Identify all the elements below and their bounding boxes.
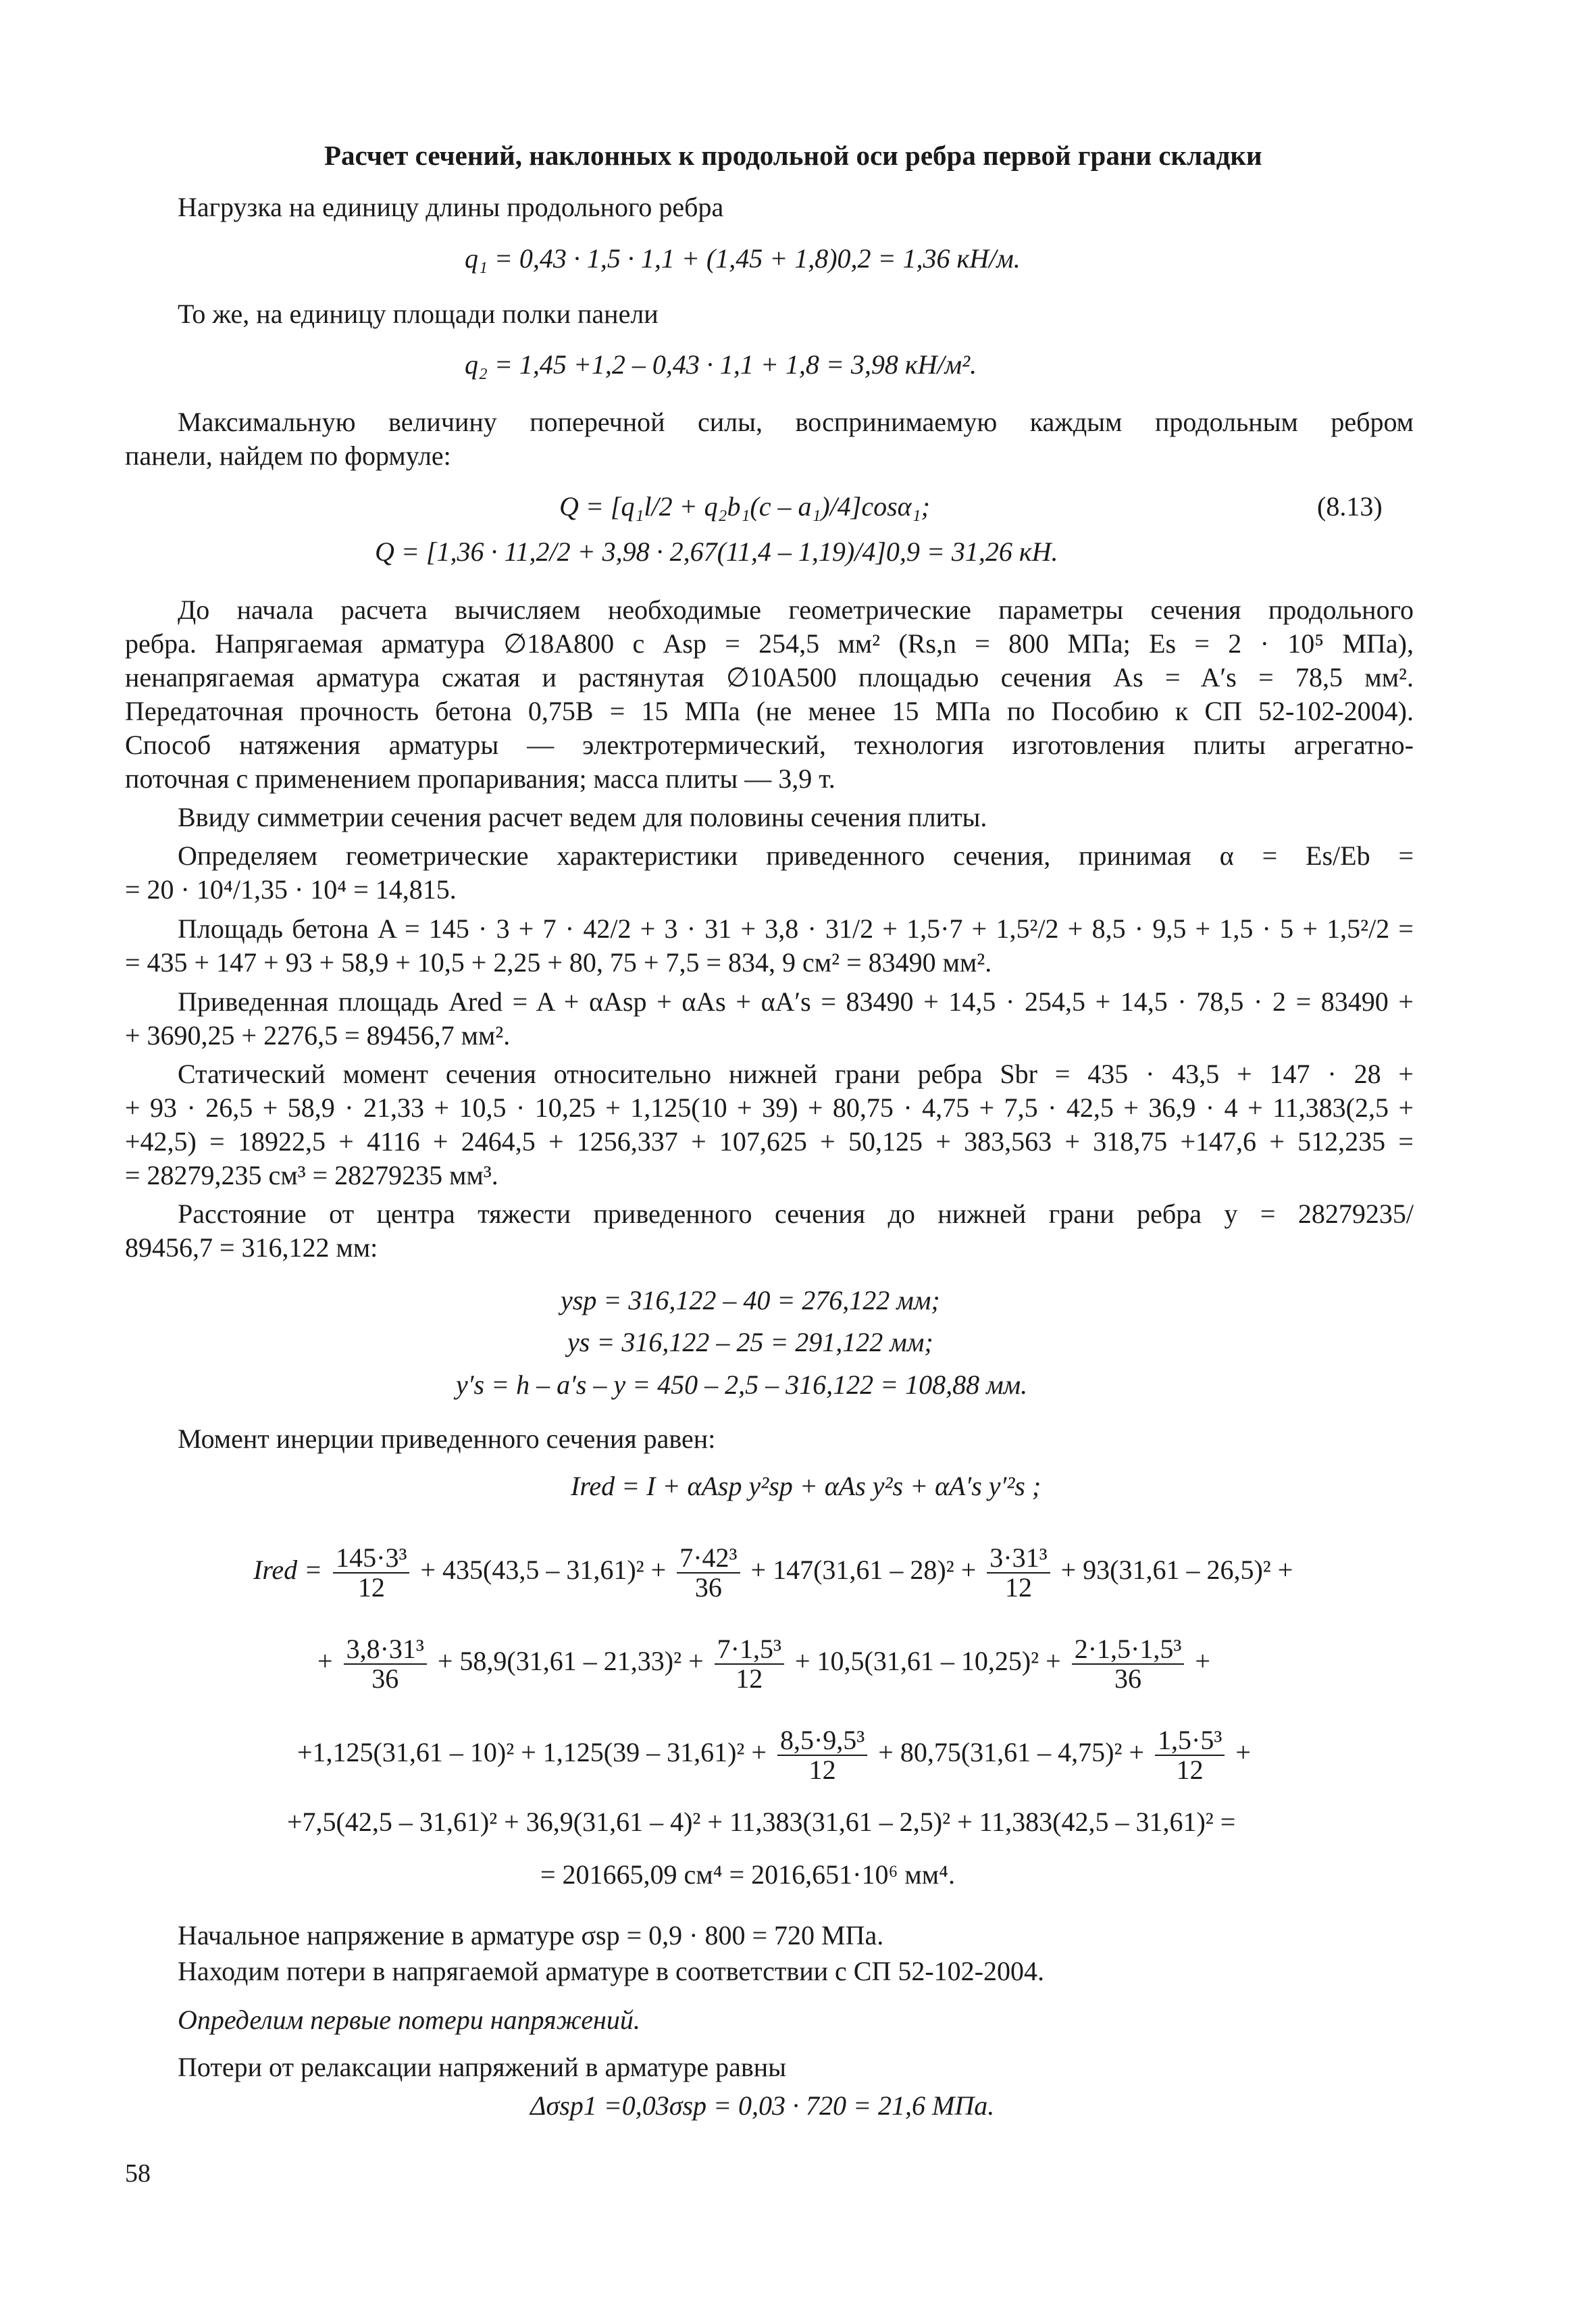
formula-q-general: Q = [q₁l/2 + q₂b₁(c – a₁)/4]cosα₁; (559, 491, 930, 522)
ired-lhs: Ired = (253, 1555, 323, 1586)
formula-q-value: Q = [1,36 · 11,2/2 + 3,98 · 2,67(11,4 – 1,19)/4]0,9 = 31,26 кН. (375, 536, 1058, 567)
formula-q1: q₁ = 0,43 · 1,5 · 1,1 + (1,45 + 1,8)0,2 = 1,36 кН/м. (465, 243, 1021, 274)
fraction-denominator: 36 (694, 1572, 722, 1603)
formula-ys-prime: y′s = h – a′s – y = 450 – 2,5 – 316,122 = 108,88 мм. (456, 1369, 1028, 1400)
term: + (1195, 1646, 1210, 1677)
paragraph-line: панели, найдем по формуле: (125, 441, 451, 471)
paragraph-line: Максимальную величину поперечной силы, воспринимаемую каждым продольным ребром (178, 407, 1414, 437)
fraction-numerator: 7·42³ (677, 1544, 740, 1574)
paragraph-line: ребра. Напрягаемая арматура ∅18А800 с Asp = 254,5 мм² (Rs,n = 800 МПа; Es = 2 · 10⁵ МПа), (125, 628, 1414, 659)
paragraph-line: Статический момент сечения относительно нижней грани ребра Sbr = 435 · 43,5 + 147 · 28 + (178, 1059, 1414, 1089)
fraction (987, 1544, 1050, 1602)
fraction-numerator: 8,5·9,5³ (777, 1726, 867, 1756)
page-number: 58 (125, 2159, 151, 2188)
fraction-denominator: 36 (371, 1663, 399, 1694)
fraction-denominator: 12 (1004, 1572, 1032, 1603)
paragraph-line: ненапрягаемая арматура сжатая и растянутая ∅10А500 площадью сечения As = A′s = 78,5 мм². (125, 662, 1414, 693)
text-line: То же, на единицу площади полки панели (178, 299, 659, 329)
fraction (777, 1726, 867, 1784)
paragraph-line: = 20 · 10⁴/1,35 · 10⁴ = 14,815. (125, 874, 457, 905)
formula-ired-general: Ired = I + αAsp y²sp + αAs y²s + αA′s y′²s ; (571, 1471, 1041, 1501)
paragraph-line: Площадь бетона A = 145 · 3 + 7 · 42/2 + 3 · 31 + 3,8 · 31/2 + 1,5·7 + 1,5²/2 + 8,5 · 9,5 + 1,5 · 5 + 1,5²/2 = (178, 913, 1414, 944)
formula-ired-result: = 201665,09 см⁴ = 2016,651·10⁶ мм⁴. (540, 1859, 955, 1890)
fraction (677, 1544, 740, 1602)
fraction (1072, 1635, 1185, 1693)
formula-ired-row-1 (253, 1544, 1293, 1602)
fraction-numerator: 7·1,5³ (715, 1635, 784, 1665)
paragraph-line: Определяем геометрические характеристики приведенного сечения, принимая α = Es/Eb = (178, 840, 1414, 871)
formula-ired-row-2 (317, 1635, 1210, 1693)
term: + 435(43,5 – 31,61)² + (420, 1555, 667, 1586)
paragraph-line: Ввиду симметрии сечения расчет ведем для половины сечения плиты. (178, 802, 987, 832)
fraction-numerator: 145·3³ (333, 1544, 409, 1574)
term: + 80,75(31,61 – 4,75)² + (878, 1737, 1145, 1768)
fraction-denominator: 12 (357, 1572, 385, 1603)
paragraph-line: = 28279,235 см³ = 28279235 мм³. (125, 1160, 498, 1190)
fraction-numerator: 1,5·5³ (1155, 1726, 1225, 1756)
text-line: Начальное напряжение в арматуре σsp = 0,9 · 800 = 720 МПа. (178, 1920, 884, 1951)
section-title: Расчет сечений, наклонных к продольной оси ребра первой грани складки (324, 140, 1262, 171)
term: +1,125(31,61 – 10)² + 1,125(39 – 31,61)² + (297, 1737, 767, 1768)
fraction-denominator: 36 (1114, 1663, 1141, 1694)
paragraph-line: Приведенная площадь Ared = A + αAsp + αAs + αA′s = 83490 + 14,5 · 254,5 + 14,5 · 78,5 · 2 = 83490 + (178, 986, 1414, 1017)
formula-ired-row-3 (297, 1726, 1251, 1784)
term: + 10,5(31,61 – 10,25)² + (794, 1646, 1061, 1677)
paragraph-line: +42,5) = 18922,5 + 4116 + 2464,5 + 1256,337 + 107,625 + 50,125 + 383,563 + 318,75 +147,6 + 512,235 = (125, 1126, 1414, 1157)
paragraph-line: Расстояние от центра тяжести приведенного сечения до нижней грани ребра y = 28279235/ (178, 1199, 1414, 1229)
formula-ysp: ysp = 316,122 – 40 = 276,122 мм; (561, 1285, 940, 1315)
formula-q2: q₂ = 1,45 +1,2 – 0,43 · 1,1 + 1,8 = 3,98 кН/м². (465, 349, 977, 380)
fraction-denominator: 12 (736, 1663, 763, 1694)
fraction (344, 1635, 427, 1693)
text-line: Потери от релаксации напряжений в арматуре равны (178, 2052, 787, 2082)
formula-ired-row-4: +7,5(42,5 – 31,61)² + 36,9(31,61 – 4)² + 11,383(31,61 – 2,5)² + 11,383(42,5 – 31,61)² = (287, 1807, 1236, 1837)
fraction-numerator: 3·31³ (987, 1544, 1050, 1574)
subsection-heading: Определим первые потери напряжений. (178, 2005, 640, 2035)
fraction (715, 1635, 784, 1693)
fraction-denominator: 12 (808, 1755, 836, 1785)
term: + (1235, 1737, 1251, 1768)
fraction-numerator: 2·1,5·1,5³ (1072, 1635, 1185, 1665)
term: + (317, 1646, 333, 1677)
equation-number: (8.13) (1317, 491, 1383, 522)
paragraph-line: поточная с применением пропаривания; масса плиты — 3,9 т. (125, 763, 835, 794)
paragraph-line: 89456,7 = 316,122 мм: (125, 1232, 378, 1263)
term: + 147(31,61 – 28)² + (750, 1555, 977, 1586)
paragraph-line: Способ натяжения арматуры — электротермический, технология изготовления плиты агрегатно- (125, 730, 1414, 760)
paragraph-line: = 435 + 147 + 93 + 58,9 + 10,5 + 2,25 + 80, 75 + 7,5 = 834, 9 см² = 83490 мм². (125, 947, 992, 978)
text-line: Нагрузка на единицу длины продольного ребра (178, 192, 724, 222)
formula-ys: ys = 316,122 – 25 = 291,122 мм; (567, 1327, 933, 1357)
formula-relaxation: Δσsp1 =0,03σsp = 0,03 · 720 = 21,6 МПа. (530, 2090, 995, 2121)
term: + 58,9(31,61 – 21,33)² + (437, 1646, 704, 1677)
text-line: Находим потери в напрягаемой арматуре в соответствии с СП 52-102-2004. (178, 1956, 1044, 1986)
fraction-numerator: 3,8·31³ (344, 1635, 427, 1665)
paragraph-line: + 93 · 26,5 + 58,9 · 21,33 + 10,5 · 10,25 + 1,125(10 + 39) + 80,75 · 4,75 + 7,5 · 42,5 + 36,9 · 4 + 11,383(2,5 + (125, 1092, 1414, 1123)
paragraph-line: + 3690,25 + 2276,5 = 89456,7 мм². (125, 1020, 511, 1051)
text-line: Момент инерции приведенного сечения равен: (178, 1424, 716, 1454)
term: + 93(31,61 – 26,5)² + (1060, 1555, 1293, 1586)
fraction (1155, 1726, 1225, 1784)
paragraph-line: Передаточная прочность бетона 0,75В = 15 МПа (не менее 15 МПа по Пособию к СП 52-102-2004). (125, 696, 1414, 726)
fraction (333, 1544, 409, 1602)
fraction-denominator: 12 (1176, 1755, 1204, 1785)
paragraph-line: До начала расчета вычисляем необходимые геометрические параметры сечения продольного (178, 595, 1414, 625)
